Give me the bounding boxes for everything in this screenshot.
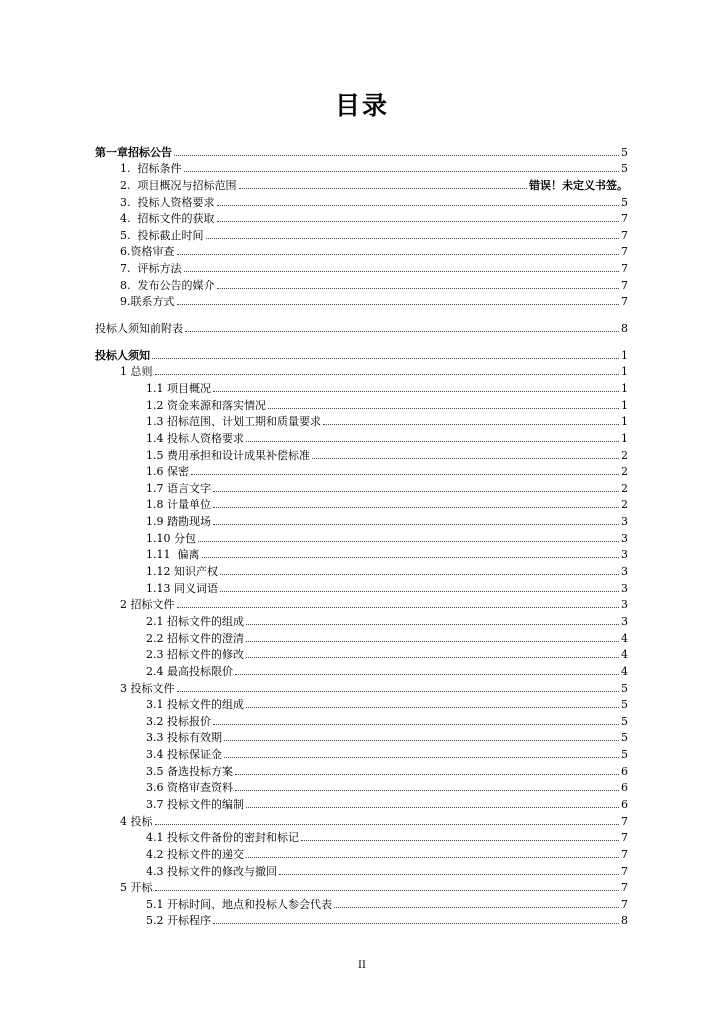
toc-entry: [95, 645, 628, 662]
toc-dot-leader: [323, 424, 619, 425]
toc-entry-label: 2.3 招标文件的修改: [146, 648, 244, 662]
toc-entry-page: 1: [621, 381, 628, 395]
toc-entry: [95, 828, 628, 845]
toc-entry-label: 1.2 资金来源和落实情况: [146, 398, 266, 412]
toc-entry-label: 1.1 项目概况: [146, 381, 211, 395]
toc-entry: [95, 209, 628, 226]
toc-entry-page: 7: [621, 278, 628, 292]
toc-entry-page: 4: [621, 648, 628, 662]
toc-entry-page: 5: [621, 162, 628, 176]
toc-dot-leader: [246, 624, 619, 625]
toc-entry: [95, 611, 628, 628]
toc-entry-page: 5: [621, 714, 628, 728]
toc-entry: [95, 861, 628, 878]
toc-entry-label: 5.1 开标时间、地点和投标人参会代表: [146, 897, 332, 911]
toc-entry-page: 7: [621, 897, 628, 911]
toc-entry: [95, 175, 628, 192]
toc-entry-label: 1 总则: [120, 365, 153, 379]
toc-entry: [95, 778, 628, 795]
toc-entry-label: 3.5 备选投标方案: [146, 764, 233, 778]
toc-entry: [95, 528, 628, 545]
toc-entry-page: 7: [621, 831, 628, 845]
toc-entry-label: 1.5 费用承担和设计成果补偿标准: [146, 448, 310, 462]
toc-entry-page: 3: [621, 565, 628, 579]
toc-entry-page: 5: [621, 681, 628, 695]
toc-entry: [95, 695, 628, 712]
toc-entry-page: 2: [621, 448, 628, 462]
toc-entry-page: 3: [621, 531, 628, 545]
toc-dot-leader: [206, 238, 620, 239]
toc-entry-page: 6: [621, 797, 628, 811]
toc-entry: [95, 292, 628, 309]
toc-entry-label: 1. 招标条件: [120, 162, 182, 176]
toc-dot-leader: [235, 674, 619, 675]
toc-entry: [95, 192, 628, 209]
toc-entry: [95, 378, 628, 395]
toc-entry-label: 1.7 语言文字: [146, 481, 211, 495]
toc-entry-page: 7: [621, 295, 628, 309]
toc-entry-label: 2.1 招标文件的组成: [146, 614, 244, 628]
toc-entry-label: 投标人须知前附表: [95, 322, 183, 336]
toc-entry-label: 4.1 投标文件备份的密封和标记: [146, 831, 299, 845]
toc-entry: [95, 911, 628, 928]
toc-entry: [95, 878, 628, 895]
toc-entry-page: 5: [621, 748, 628, 762]
toc-entry: [95, 811, 628, 828]
toc-dot-leader: [213, 923, 619, 924]
toc-entry-label: 3.6 资格审查资料: [146, 781, 233, 795]
toc-entry: [95, 545, 628, 562]
toc-entry-label: 5 开标: [120, 881, 153, 895]
toc-dot-leader: [224, 757, 619, 758]
toc-entry-label: 3.4 投标保证金: [146, 748, 222, 762]
toc-entry-page: 1: [621, 415, 628, 429]
toc-entry-page: 2: [621, 465, 628, 479]
toc-entry: [95, 478, 628, 495]
page-title: 目录: [334, 91, 389, 120]
toc-entry: [95, 661, 628, 678]
toc-entry-label: 9.联系方式: [120, 295, 175, 309]
toc-entry-page: 8: [621, 322, 628, 336]
toc-entry-label: 8. 发布公告的媒介: [120, 278, 215, 292]
toc-entry-label: 5. 投标截止时间: [120, 228, 204, 242]
toc-entry-page: 7: [621, 262, 628, 276]
toc-entry: [95, 445, 628, 462]
toc-entry: [95, 561, 628, 578]
toc-entry-label: 4.3 投标文件的修改与撤回: [146, 864, 277, 878]
toc-entry-label: 2.2 招标文件的澄清: [146, 631, 244, 645]
toc-entry-page: 7: [621, 847, 628, 861]
toc-entry-label: 第一章招标公告: [95, 145, 172, 159]
toc-dot-leader: [301, 840, 619, 841]
toc-entry-label: 1.11 偏离: [146, 548, 200, 562]
toc-dot-leader: [177, 691, 620, 692]
toc-entry-label: 3 投标文件: [120, 681, 175, 695]
toc-entry-label: 5.2 开标程序: [146, 914, 211, 928]
toc-entry-label: 3.7 投标文件的编制: [146, 797, 244, 811]
toc-dot-leader: [246, 657, 619, 658]
toc-entry-page: 3: [621, 581, 628, 595]
toc-dot-leader: [268, 408, 619, 409]
toc-entry-page: 8: [621, 914, 628, 928]
toc-entry-page: 7: [621, 881, 628, 895]
toc-dot-leader: [224, 740, 619, 741]
toc-entry-label: 7. 评标方法: [120, 262, 182, 276]
toc-entry-page: 5: [621, 145, 628, 159]
toc-entry-page: 7: [621, 245, 628, 259]
toc-entry-label: 1.10 分包: [146, 531, 196, 545]
toc-group: [95, 142, 628, 308]
toc-entry-page: 1: [621, 431, 628, 445]
toc-dot-leader: [239, 188, 528, 189]
toc-dot-leader: [235, 790, 619, 791]
toc-entry: [95, 159, 628, 176]
toc-dot-leader: [246, 641, 619, 642]
toc-dot-leader: [213, 724, 619, 725]
toc-dot-leader: [184, 271, 620, 272]
toc-dot-leader: [217, 221, 620, 222]
toc-entry: [95, 428, 628, 445]
toc-dot-leader: [155, 890, 620, 891]
toc-dot-leader: [155, 374, 620, 375]
toc-entry-page: 5: [621, 731, 628, 745]
toc-entry-label: 6.资格审查: [120, 245, 175, 259]
toc-group: [95, 345, 628, 927]
toc-dot-leader: [235, 774, 619, 775]
table-of-contents: [95, 142, 628, 927]
toc-entry: [95, 744, 628, 761]
toc-entry-label: 3. 投标人资格要求: [120, 195, 215, 209]
toc-entry-page: 2: [621, 481, 628, 495]
toc-dot-leader: [155, 824, 620, 825]
toc-entry-page: 5: [621, 698, 628, 712]
toc-entry-label: 1.12 知识产权: [146, 565, 218, 579]
toc-entry-page: 6: [621, 764, 628, 778]
toc-entry: [95, 761, 628, 778]
toc-entry: [95, 275, 628, 292]
toc-entry-page: 1: [621, 348, 628, 362]
toc-entry: [95, 395, 628, 412]
toc-entry: [95, 225, 628, 242]
toc-entry-label: 3.2 投标报价: [146, 714, 211, 728]
toc-entry-label: 1.8 计量单位: [146, 498, 211, 512]
toc-entry: [95, 318, 628, 335]
toc-entry: [95, 345, 628, 362]
toc-dot-leader: [246, 857, 619, 858]
toc-entry-label: 1.6 保密: [146, 465, 189, 479]
toc-entry-page: 5: [621, 195, 628, 209]
toc-entry-label: 4.2 投标文件的递交: [146, 847, 244, 861]
toc-dot-leader: [334, 907, 619, 908]
toc-entry-page: 7: [621, 228, 628, 242]
toc-entry: [95, 142, 628, 159]
toc-entry-page: 7: [621, 864, 628, 878]
toc-entry: [95, 511, 628, 528]
toc-entry-page: 错误！未定义书签。: [529, 178, 628, 192]
toc-dot-leader: [246, 807, 619, 808]
toc-dot-leader: [213, 524, 619, 525]
toc-dot-leader: [217, 205, 620, 206]
toc-entry-label: 2.4 最高投标限价: [146, 664, 233, 678]
toc-entry-label: 3.1 投标文件的组成: [146, 698, 244, 712]
toc-dot-leader: [246, 707, 619, 708]
toc-dot-leader: [177, 607, 620, 608]
toc-entry-label: 1.9 踏勘现场: [146, 515, 211, 529]
toc-entry: [95, 595, 628, 612]
toc-dot-leader: [246, 441, 619, 442]
toc-entry: [95, 844, 628, 861]
toc-entry: [95, 628, 628, 645]
toc-dot-leader: [213, 507, 619, 508]
toc-entry-page: 3: [621, 598, 628, 612]
toc-entry: [95, 258, 628, 275]
toc-entry-page: 7: [621, 212, 628, 226]
page-number-footer: II: [358, 960, 366, 971]
toc-dot-leader: [177, 304, 620, 305]
toc-dot-leader: [202, 557, 620, 558]
toc-entry: [95, 678, 628, 695]
toc-dot-leader: [184, 171, 620, 172]
toc-entry-label: 1.4 投标人资格要求: [146, 431, 244, 445]
toc-dot-leader: [198, 541, 619, 542]
toc-entry-page: 1: [621, 365, 628, 379]
toc-entry: [95, 412, 628, 429]
toc-dot-leader: [177, 254, 620, 255]
toc-entry-page: 2: [621, 498, 628, 512]
toc-entry-page: 3: [621, 548, 628, 562]
toc-entry: [95, 362, 628, 379]
toc-entry: [95, 794, 628, 811]
toc-entry-page: 1: [621, 398, 628, 412]
toc-entry-label: 2. 项目概况与招标范围: [120, 178, 237, 192]
toc-dot-leader: [174, 155, 619, 156]
toc-entry-page: 7: [621, 814, 628, 828]
toc-dot-leader: [220, 591, 619, 592]
toc-dot-leader: [279, 874, 619, 875]
toc-dot-leader: [185, 331, 619, 332]
toc-entry-label: 1.13 同义词语: [146, 581, 218, 595]
toc-entry-label: 2 招标文件: [120, 598, 175, 612]
toc-dot-leader: [152, 358, 619, 359]
toc-entry-label: 1.3 招标范围、计划工期和质量要求: [146, 415, 321, 429]
toc-entry-page: 3: [621, 614, 628, 628]
toc-entry: [95, 711, 628, 728]
toc-dot-leader: [220, 574, 619, 575]
toc-entry: [95, 578, 628, 595]
toc-dot-leader: [213, 391, 619, 392]
toc-dot-leader: [213, 491, 619, 492]
toc-entry: [95, 728, 628, 745]
toc-entry: [95, 242, 628, 259]
toc-entry-page: 4: [621, 664, 628, 678]
toc-entry-page: 3: [621, 515, 628, 529]
toc-dot-leader: [217, 288, 620, 289]
toc-dot-leader: [191, 474, 619, 475]
toc-entry-label: 3.3 投标有效期: [146, 731, 222, 745]
toc-entry-label: 4. 招标文件的获取: [120, 212, 215, 226]
toc-dot-leader: [312, 458, 619, 459]
toc-entry-label: 投标人须知: [95, 348, 150, 362]
toc-entry: [95, 495, 628, 512]
toc-group: [95, 318, 628, 335]
toc-entry-page: 6: [621, 781, 628, 795]
toc-entry-label: 4 投标: [120, 814, 153, 828]
toc-entry: [95, 894, 628, 911]
toc-entry: [95, 462, 628, 479]
toc-entry-page: 4: [621, 631, 628, 645]
